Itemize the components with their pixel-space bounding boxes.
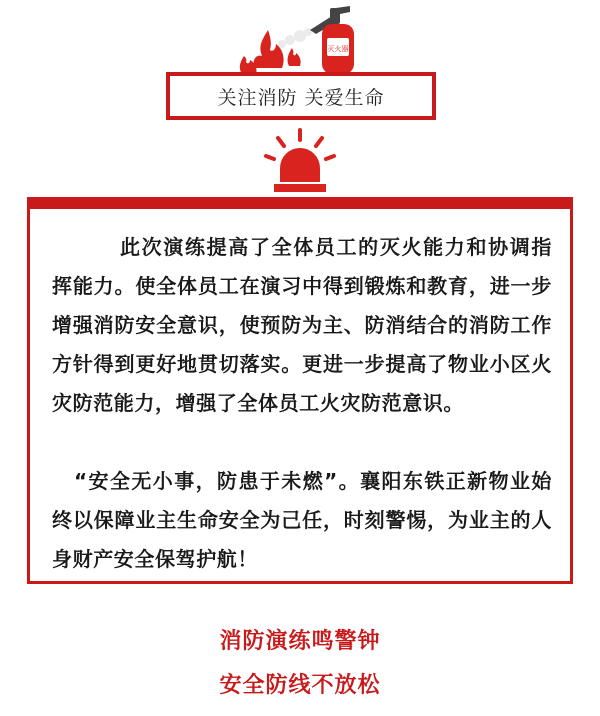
fire-extinguisher-icon [310, 6, 354, 74]
title-banner [166, 72, 436, 120]
extinguisher-label: 灭火器 [327, 45, 349, 53]
content-top-bar [30, 200, 570, 209]
content-paragraph-2: “安全无小事，防患于未燃”。襄阳东铁正新物业始终以保障业主生命安全为己任，时刻警惕，为业主的人身财产安全保驾护航！ [52, 469, 552, 571]
slogan-2: 安全防线不放松 [219, 673, 381, 698]
siren-icon [258, 126, 342, 196]
slogan-1: 消防演练鸣警钟 [219, 629, 381, 654]
slogans [0, 620, 600, 708]
content-panel [27, 197, 573, 584]
page-title: 关注消防 关爱生命 [217, 86, 385, 109]
content-paragraph-1: 此次演练提高了全体员工的灭火能力和协调指挥能力。使全体员工在演习中得到锻炼和教育，进一步增强消防安全意识，使预防为主、防消结合的消防工作方针得到更好地贯切落实。更进一步提高了物业小区火灾防范能力，增强了全体员工火灾防范意识。 [52, 235, 552, 415]
